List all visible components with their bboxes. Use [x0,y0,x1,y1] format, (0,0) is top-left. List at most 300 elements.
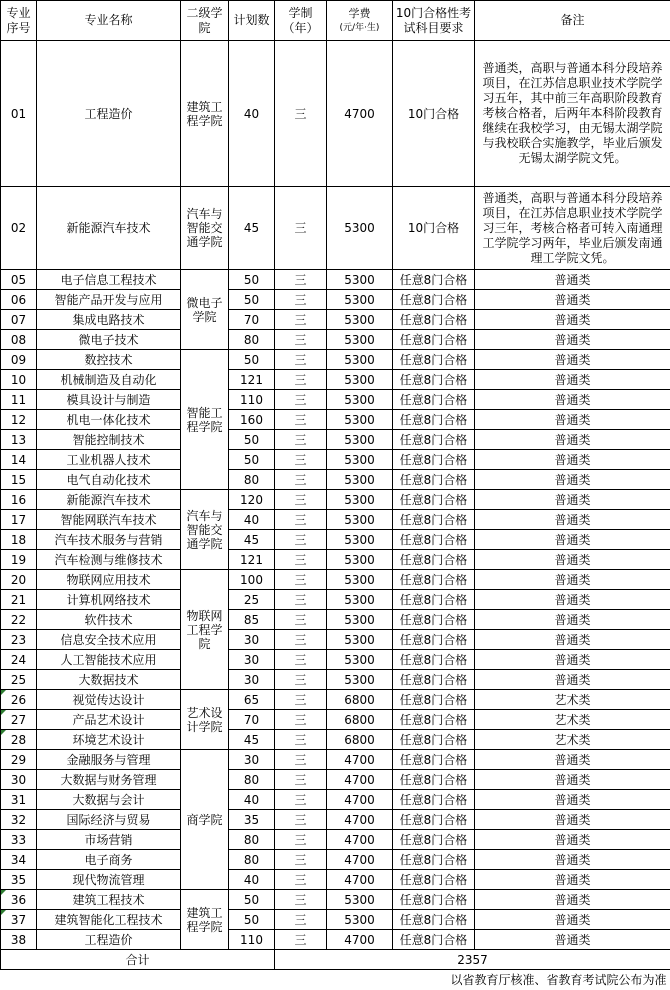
cell-major-name: 信息安全技术应用 [37,630,181,650]
cell-seq: 21 [1,590,37,610]
table-row [1,910,670,930]
cell-remark: 普通类 [475,290,670,310]
cell-requirement: 任意8门合格 [393,290,475,310]
cell-seq: 26 [1,690,37,710]
cell-remark: 普通类 [475,530,670,550]
cell-requirement: 任意8门合格 [393,610,475,630]
table-row [1,630,670,650]
cell-seq: 19 [1,550,37,570]
cell-remark: 普通类 [475,390,670,410]
cell-years: 三 [275,187,327,270]
cell-years: 三 [275,910,327,930]
cell-plan: 25 [229,590,275,610]
cell-seq: 27 [1,710,37,730]
cell-fee: 5300 [327,290,393,310]
cell-fee: 4700 [327,41,393,187]
cell-years: 三 [275,630,327,650]
cell-plan: 110 [229,390,275,410]
cell-requirement: 任意8门合格 [393,670,475,690]
cell-plan: 45 [229,730,275,750]
cell-seq: 35 [1,870,37,890]
cell-remark: 普通类 [475,590,670,610]
cell-fee: 5300 [327,650,393,670]
cell-plan: 45 [229,530,275,550]
table-row [1,370,670,390]
cell-major-name: 软件技术 [37,610,181,630]
cell-plan: 30 [229,630,275,650]
cell-seq: 31 [1,790,37,810]
table-row [1,330,670,350]
cell-remark: 普通类 [475,850,670,870]
table-row [1,730,670,750]
table-row [1,270,670,290]
cell-fee: 5300 [327,570,393,590]
cell-seq: 06 [1,290,37,310]
cell-requirement: 任意8门合格 [393,750,475,770]
table-row [1,890,670,910]
cell-years: 三 [275,830,327,850]
cell-major-name: 集成电路技术 [37,310,181,330]
table-row [1,490,670,510]
cell-plan: 80 [229,830,275,850]
cell-requirement: 任意8门合格 [393,570,475,590]
cell-years: 三 [275,930,327,950]
cell-seq: 32 [1,810,37,830]
cell-remark: 普通类 [475,570,670,590]
cell-seq: 13 [1,430,37,450]
cell-requirement: 任意8门合格 [393,390,475,410]
cell-remark: 普通类 [475,370,670,390]
cell-plan: 80 [229,470,275,490]
cell-years: 三 [275,270,327,290]
cell-years: 三 [275,530,327,550]
table-row [1,690,670,710]
table-row [1,41,670,187]
cell-years: 三 [275,790,327,810]
cell-seq: 20 [1,570,37,590]
cell-years: 三 [275,710,327,730]
cell-fee: 5300 [327,490,393,510]
header-requirement: 10门合格性考试科目要求 [393,1,475,41]
table-row [1,450,670,470]
cell-major-name: 数控技术 [37,350,181,370]
cell-years: 三 [275,410,327,430]
header-fee-line2: (元/年·生) [327,21,392,35]
cell-remark: 艺术类 [475,710,670,730]
cell-remark: 普通类 [475,470,670,490]
cell-remark: 普通类，高职与普通本科分段培养项目，在江苏信息职业技术学院学习五年，其中前三年高职阶段教育考核合格者，后两年本科阶段教育继续在我校学习，由无锡太湖学院与我校联合实施教学，毕业后颁发无锡太湖学院文凭。 [475,41,670,187]
cell-major-name: 汽车检测与维修技术 [37,550,181,570]
cell-plan: 80 [229,770,275,790]
cell-fee: 5300 [327,670,393,690]
cell-plan: 120 [229,490,275,510]
cell-fee: 5300 [327,330,393,350]
cell-fee: 4700 [327,930,393,950]
cell-major-name: 人工智能技术应用 [37,650,181,670]
cell-years: 三 [275,510,327,530]
cell-plan: 121 [229,370,275,390]
table-row [1,290,670,310]
cell-seq: 37 [1,910,37,930]
header-plan: 计划数 [229,1,275,41]
cell-fee: 5300 [327,350,393,370]
cell-fee: 5300 [327,630,393,650]
cell-fee: 5300 [327,610,393,630]
cell-fee: 5300 [327,430,393,450]
cell-requirement: 任意8门合格 [393,370,475,390]
cell-remark: 艺术类 [475,730,670,750]
cell-college: 建筑工程学院 [181,890,229,950]
cell-remark: 艺术类 [475,690,670,710]
cell-remark: 普通类 [475,830,670,850]
cell-years: 三 [275,330,327,350]
cell-plan: 30 [229,750,275,770]
cell-requirement: 任意8门合格 [393,650,475,670]
cell-seq: 25 [1,670,37,690]
header-name: 专业名称 [37,1,181,41]
cell-major-name: 模具设计与制造 [37,390,181,410]
cell-requirement: 任意8门合格 [393,870,475,890]
cell-requirement: 任意8门合格 [393,850,475,870]
cell-fee: 5300 [327,187,393,270]
cell-plan: 35 [229,810,275,830]
cell-remark: 普通类 [475,670,670,690]
cell-major-name: 智能控制技术 [37,430,181,450]
cell-plan: 50 [229,910,275,930]
cell-major-name: 产品艺术设计 [37,710,181,730]
cell-requirement: 任意8门合格 [393,830,475,850]
table-row [1,710,670,730]
cell-seq: 07 [1,310,37,330]
table-row [1,850,670,870]
cell-plan: 70 [229,710,275,730]
cell-seq: 22 [1,610,37,630]
cell-years: 三 [275,390,327,410]
cell-major-name: 微电子技术 [37,330,181,350]
cell-remark: 普通类 [475,310,670,330]
cell-years: 三 [275,450,327,470]
cell-plan: 50 [229,430,275,450]
cell-fee: 5300 [327,390,393,410]
cell-requirement: 任意8门合格 [393,550,475,570]
cell-major-name: 智能网联汽车技术 [37,510,181,530]
cell-requirement: 任意8门合格 [393,270,475,290]
cell-major-name: 建筑工程技术 [37,890,181,910]
cell-fee: 6800 [327,690,393,710]
cell-requirement: 任意8门合格 [393,330,475,350]
table-row [1,510,670,530]
cell-seq: 08 [1,330,37,350]
cell-major-name: 金融服务与管理 [37,750,181,770]
cell-requirement: 任意8门合格 [393,790,475,810]
cell-remark: 普通类 [475,490,670,510]
cell-years: 三 [275,590,327,610]
header-seq: 专业序号 [1,1,37,41]
cell-seq: 30 [1,770,37,790]
cell-plan: 30 [229,650,275,670]
table-row [1,570,670,590]
cell-plan: 80 [229,850,275,870]
cell-seq: 09 [1,350,37,370]
table-row [1,610,670,630]
cell-requirement: 任意8门合格 [393,310,475,330]
cell-requirement: 任意8门合格 [393,730,475,750]
cell-fee: 6800 [327,710,393,730]
cell-seq: 11 [1,390,37,410]
cell-remark: 普通类 [475,350,670,370]
cell-seq: 16 [1,490,37,510]
cell-major-name: 现代物流管理 [37,870,181,890]
header-remark: 备注 [475,1,670,41]
cell-requirement: 10门合格 [393,187,475,270]
cell-years: 三 [275,470,327,490]
cell-requirement: 任意8门合格 [393,930,475,950]
cell-seq: 18 [1,530,37,550]
footnote-row [1,970,670,990]
cell-college: 汽车与智能交通学院 [181,490,229,570]
cell-fee: 5300 [327,470,393,490]
table-row [1,670,670,690]
cell-years: 三 [275,570,327,590]
cell-remark: 普通类 [475,410,670,430]
table-row [1,830,670,850]
cell-requirement: 任意8门合格 [393,350,475,370]
table-row [1,790,670,810]
cell-major-name: 新能源汽车技术 [37,187,181,270]
cell-plan: 70 [229,310,275,330]
cell-fee: 5300 [327,530,393,550]
cell-fee: 4700 [327,790,393,810]
cell-years: 三 [275,770,327,790]
cell-fee: 4700 [327,750,393,770]
header-college: 二级学院 [181,1,229,41]
table-row [1,870,670,890]
cell-fee: 5300 [327,410,393,430]
cell-requirement: 任意8门合格 [393,410,475,430]
cell-seq: 17 [1,510,37,530]
cell-requirement: 任意8门合格 [393,510,475,530]
cell-remark: 普通类 [475,450,670,470]
table-row [1,810,670,830]
footnote-text: 以省教育厅核准、省教育考试院公布为准 [275,970,670,990]
cell-years: 三 [275,850,327,870]
cell-requirement: 任意8门合格 [393,490,475,510]
cell-major-name: 大数据与会计 [37,790,181,810]
cell-requirement: 任意8门合格 [393,630,475,650]
cell-plan: 85 [229,610,275,630]
cell-years: 三 [275,310,327,330]
cell-remark: 普通类，高职与普通本科分段培养项目，在江苏信息职业技术学院学习三年，考核合格者可转入南通理工学院学习两年，毕业后颁发南通理工学院文凭。 [475,187,670,270]
cell-fee: 5300 [327,370,393,390]
cell-remark: 普通类 [475,930,670,950]
table-row [1,750,670,770]
cell-fee: 5300 [327,310,393,330]
cell-major-name: 新能源汽车技术 [37,490,181,510]
cell-seq: 14 [1,450,37,470]
cell-college: 物联网工程学院 [181,570,229,690]
cell-seq: 23 [1,630,37,650]
cell-seq: 05 [1,270,37,290]
cell-major-name: 市场营销 [37,830,181,850]
cell-remark: 普通类 [475,510,670,530]
cell-fee: 4700 [327,810,393,830]
cell-major-name: 物联网应用技术 [37,570,181,590]
cell-major-name: 电子商务 [37,850,181,870]
cell-plan: 65 [229,690,275,710]
cell-major-name: 环境艺术设计 [37,730,181,750]
table-row [1,187,670,270]
cell-plan: 50 [229,450,275,470]
cell-remark: 普通类 [475,610,670,630]
cell-remark: 普通类 [475,330,670,350]
cell-remark: 普通类 [475,810,670,830]
cell-remark: 普通类 [475,650,670,670]
cell-requirement: 任意8门合格 [393,530,475,550]
cell-remark: 普通类 [475,270,670,290]
cell-remark: 普通类 [475,910,670,930]
table-row [1,350,670,370]
cell-years: 三 [275,490,327,510]
cell-fee: 4700 [327,870,393,890]
cell-years: 三 [275,890,327,910]
cell-seq: 33 [1,830,37,850]
table-row [1,650,670,670]
table-row [1,770,670,790]
cell-years: 三 [275,650,327,670]
cell-requirement: 任意8门合格 [393,710,475,730]
cell-fee: 4700 [327,830,393,850]
cell-major-name: 大数据技术 [37,670,181,690]
cell-fee: 5300 [327,510,393,530]
cell-major-name: 视觉传达设计 [37,690,181,710]
cell-seq: 29 [1,750,37,770]
cell-major-name: 计算机网络技术 [37,590,181,610]
cell-fee: 5300 [327,890,393,910]
cell-plan: 100 [229,570,275,590]
cell-college: 建筑工程学院 [181,41,229,187]
table-row [1,430,670,450]
cell-plan: 50 [229,350,275,370]
cell-seq: 10 [1,370,37,390]
cell-years: 三 [275,810,327,830]
cell-seq: 28 [1,730,37,750]
cell-requirement: 任意8门合格 [393,430,475,450]
cell-seq: 24 [1,650,37,670]
cell-plan: 160 [229,410,275,430]
cell-fee: 4700 [327,770,393,790]
cell-seq: 38 [1,930,37,950]
cell-years: 三 [275,870,327,890]
cell-major-name: 智能产品开发与应用 [37,290,181,310]
cell-remark: 普通类 [475,550,670,570]
cell-fee: 6800 [327,730,393,750]
cell-years: 三 [275,690,327,710]
cell-major-name: 工程造价 [37,41,181,187]
cell-requirement: 任意8门合格 [393,690,475,710]
cell-college: 微电子学院 [181,270,229,350]
cell-plan: 30 [229,670,275,690]
cell-years: 三 [275,610,327,630]
cell-fee: 5300 [327,270,393,290]
cell-major-name: 大数据与财务管理 [37,770,181,790]
cell-plan: 45 [229,187,275,270]
cell-plan: 40 [229,510,275,530]
cell-college: 智能工程学院 [181,350,229,490]
cell-fee: 4700 [327,850,393,870]
cell-major-name: 机电一体化技术 [37,410,181,430]
total-label: 合计 [1,950,275,970]
cell-plan: 50 [229,290,275,310]
cell-plan: 121 [229,550,275,570]
table-row [1,470,670,490]
cell-years: 三 [275,670,327,690]
cell-major-name: 电气自动化技术 [37,470,181,490]
cell-remark: 普通类 [475,870,670,890]
cell-remark: 普通类 [475,430,670,450]
cell-years: 三 [275,370,327,390]
cell-college: 商学院 [181,750,229,890]
cell-seq: 01 [1,41,37,187]
cell-years: 三 [275,550,327,570]
table-body [1,41,670,950]
total-row [1,950,670,970]
cell-major-name: 电子信息工程技术 [37,270,181,290]
cell-requirement: 任意8门合格 [393,910,475,930]
cell-seq: 36 [1,890,37,910]
cell-major-name: 工业机器人技术 [37,450,181,470]
cell-fee: 5300 [327,450,393,470]
cell-college: 艺术设计学院 [181,690,229,750]
cell-plan: 40 [229,41,275,187]
header-row [1,1,670,41]
cell-remark: 普通类 [475,770,670,790]
table-row [1,310,670,330]
table-row [1,550,670,570]
cell-seq: 15 [1,470,37,490]
cell-requirement: 任意8门合格 [393,470,475,490]
cell-major-name: 工程造价 [37,930,181,950]
cell-plan: 80 [229,330,275,350]
cell-plan: 40 [229,790,275,810]
cell-remark: 普通类 [475,750,670,770]
footnote-spacer [1,970,275,990]
cell-requirement: 10门合格 [393,41,475,187]
table-row [1,390,670,410]
cell-requirement: 任意8门合格 [393,590,475,610]
cell-plan: 50 [229,270,275,290]
cell-major-name: 汽车技术服务与营销 [37,530,181,550]
cell-fee: 5300 [327,910,393,930]
cell-requirement: 任意8门合格 [393,890,475,910]
cell-major-name: 机械制造及自动化 [37,370,181,390]
cell-college: 汽车与智能交通学院 [181,187,229,270]
cell-plan: 50 [229,890,275,910]
cell-years: 三 [275,350,327,370]
cell-seq: 12 [1,410,37,430]
cell-seq: 02 [1,187,37,270]
cell-fee: 5300 [327,550,393,570]
table-row [1,590,670,610]
cell-years: 三 [275,730,327,750]
cell-years: 三 [275,41,327,187]
cell-seq: 34 [1,850,37,870]
cell-plan: 40 [229,870,275,890]
cell-requirement: 任意8门合格 [393,450,475,470]
table-row [1,410,670,430]
header-fee [327,1,393,41]
cell-remark: 普通类 [475,790,670,810]
cell-major-name: 国际经济与贸易 [37,810,181,830]
